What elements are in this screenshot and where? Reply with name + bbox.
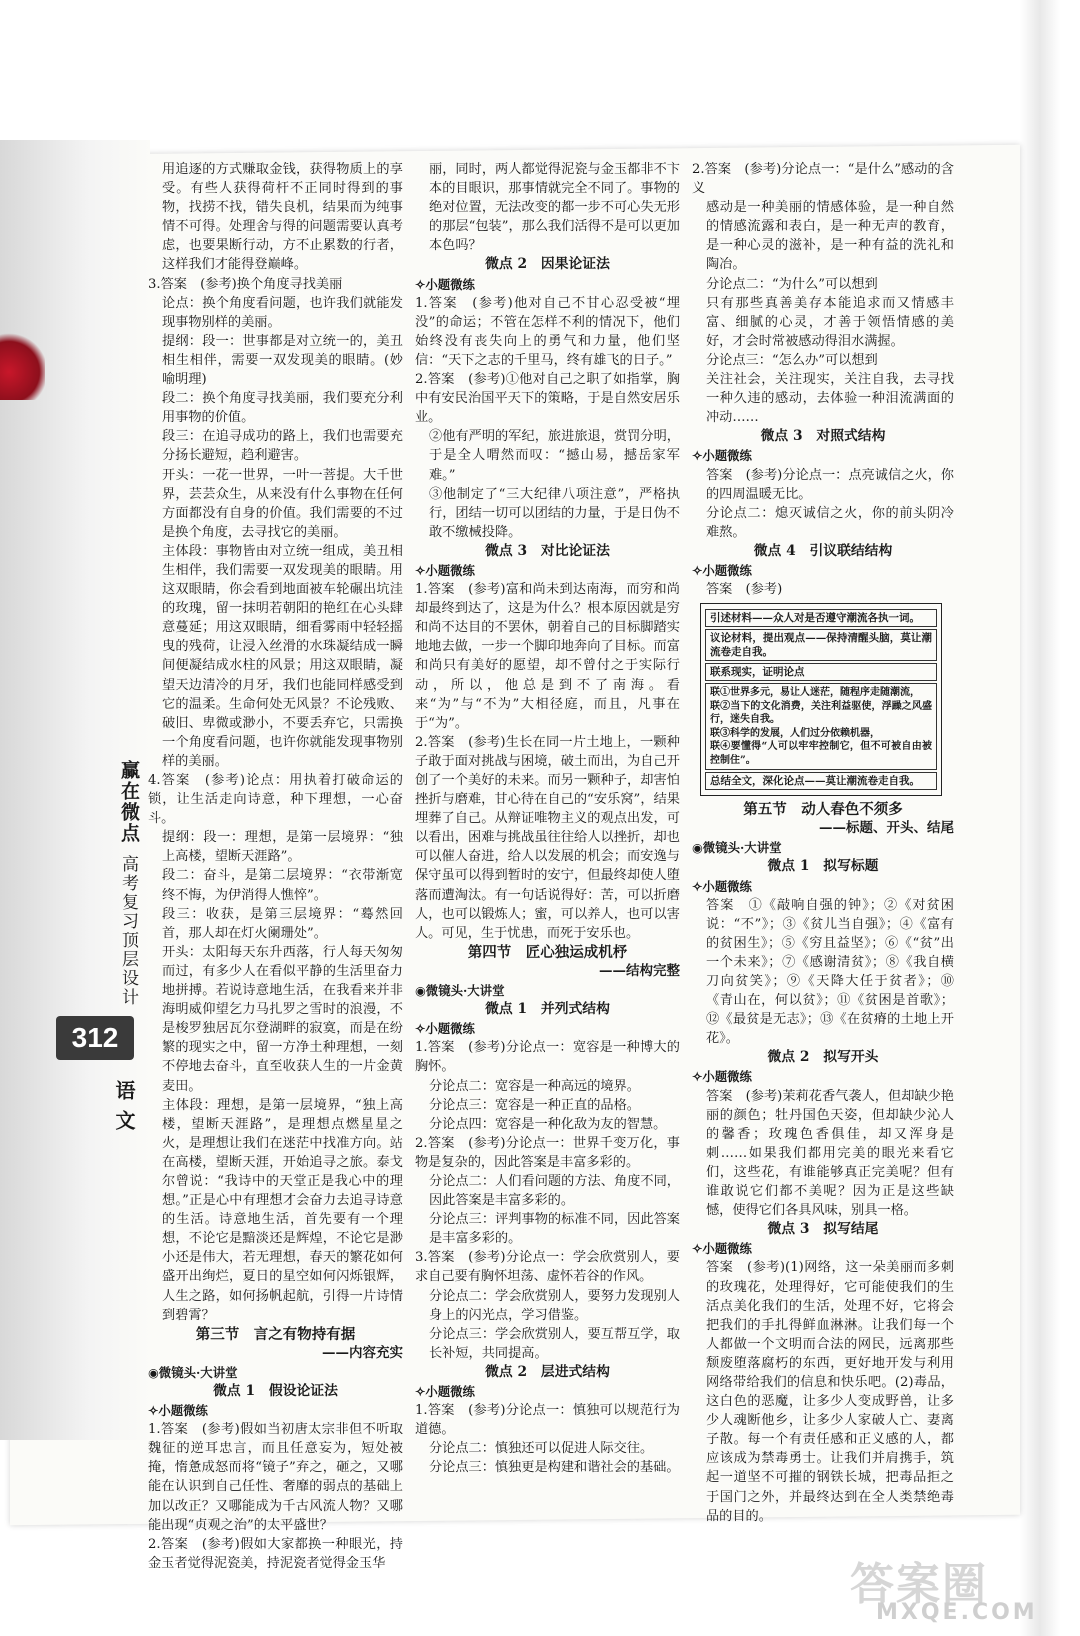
paragraph: 感动是一种美丽的情感体验，是一种自然的情感流露和表白，是一种无声的教育，是一种心灵的滋补，是一种有益的洗礼和陶冶。 (706, 200, 954, 273)
diagram-example: 联②当下的文化消费，关注利益驱使，浮躁之风盛行，迷失自我。 (710, 700, 932, 726)
paragraph: 答案 (参考)分论点一：点亮诚信之火，你的四周温暖无比。 (706, 467, 954, 502)
diagram-example: 联①世界多元，易让人迷茫，随程序走随潮流， (710, 687, 920, 699)
section-heading: 第三节 言之有物持有据 (195, 1325, 356, 1343)
answer-item: 3.答案 (参考)换个角度寻找美丽 (148, 276, 343, 292)
paragraph: 段三：在追寻成功的路上，我们也需要充分扬长避短，趋利避害。 (162, 429, 403, 464)
paragraph: 提纲：段一：理想，是第一层境界：“独上高楼，望断天涯路”。 (162, 830, 403, 865)
micro-point-heading: 微点 4 引议联结结构 (753, 542, 893, 559)
answer-item: 1.答案 (参考)分论点一：慎独可以规范行为道德。 (415, 1403, 680, 1438)
micro-point-heading: 微点 3 对比论证法 (485, 542, 610, 559)
series-subtitle: 高考复习顶层设计 (118, 855, 138, 1007)
answer-item: 2.答案 (参考)分论点一：“是什么”感动的含义 (692, 162, 954, 197)
exercise-tag: ✧小题微练 (692, 448, 752, 464)
paragraph: 丽，同时，两人都觉得泥瓷与金玉都非不卞本的目眼识，那事情就完全不同了。事物的绝对位置，无法改变的都一步不可心失无形的那层“包装”，那么我们活得不是可以更加本色吗？ (429, 162, 680, 254)
paragraph: 提纲：段一：世事都是对立统一的，美丑相生相伴，需要一双发现美的眼睛。(妙喻明理) (162, 333, 403, 388)
answer-item: 2.答案 (参考)分论点一：世界千变万化，事物是复杂的，因此答案是丰富多彩的。 (415, 1135, 680, 1170)
paragraph: 分论点三：学会欣赏别人，要互帮互学，取长补短，共同提高。 (429, 1326, 680, 1361)
paragraph: 主体段：理想，是第一层境界，“独上高楼，望断天涯路”，是理想点燃星星之火，是理想让我们在迷茫中找准方向。站在高楼，望断天涯，开始追寻之旅。泰戈尔曾说：“我诗中的天堂正是我心中的理想。”正是心中有理想才会奋力去追寻诗意的生活。诗意地生活，首先要有一个理想，不论它是黯淡还是辉煌，不论它是渺小还是伟大，若无理想，春天的繁花如何盛开出绚烂，夏日的星空如何闪烁银辉，人生之路，如何扬帆起航，引得一片诗情到碧霄？ (162, 1097, 403, 1323)
column-3 (692, 160, 954, 1526)
page-number: 312 (56, 1016, 134, 1060)
diagram-step-examples (705, 683, 937, 770)
paragraph: 分论点三：评判事物的标准不同，因此答案是丰富多彩的。 (429, 1212, 680, 1247)
paragraph: 段二：换个角度寻找美丽，我们要充分利用事物的价值。 (162, 391, 403, 426)
exercise-tag: ✧小题微练 (415, 562, 475, 578)
series-title: 赢在微点 (118, 760, 140, 844)
column-2 (415, 160, 680, 1477)
answer-item: 1.答案 (参考)分论点一：宽容是一种博大的胸怀。 (415, 1040, 680, 1075)
exercise-tag: ✧小题微练 (692, 562, 752, 578)
exercise-tag: ✧小题微练 (692, 1241, 752, 1257)
section-subheading: ——结构完整 (599, 962, 680, 979)
paragraph: 分论点三：慎独更是构建和谐社会的基础。 (429, 1460, 680, 1476)
watermark-site: MXQE.COM (876, 1600, 1038, 1625)
section-subheading: ——内容充实 (322, 1344, 403, 1361)
paragraph: 答案 ①《敲响自强的钟》；②《对贫困说：“不”》；③《贫儿当自强》；④《富有的贫困生》；⑤《穷且益坚》；⑥《“贫”出一个未来》；⑦《感谢清贫》；⑧《我自横刀向贫笑》；⑨《天降大任于贫者》；⑩《青山在，何以贫》；⑪《贫困是首歌》；⑫《最贫是无志》；⑬《在贫瘠的土地上开花》。 (706, 897, 954, 1047)
exercise-tag: ✧小题微练 (415, 1384, 475, 1399)
paragraph: ③他制定了“三大纪律八项注意”，严格执行，团结一切可以团结的力量，于是日伪不敢不缴械投降。 (429, 486, 680, 540)
block-tag: ◉微镜头·大讲堂 (148, 1364, 238, 1380)
paragraph: 分论点二：熄灭诚信之火，你的前头阴冷难熬。 (706, 505, 954, 540)
section-heading: 第五节 动人春色不须多 (743, 801, 903, 819)
paragraph: 分论点二：宽容是一种高远的境界。 (429, 1078, 640, 1094)
answer-item: 1.答案 (参考)富和尚未到达南海，而穷和尚却最终到达了，这是为什么？根本原因就是穷和尚不达目的不罢休，朝着自己的目标脚踏实地地去做，一步一个脚印地奔向了目标。而富和尚只有美好的愿望，却不曾付之于实际行动，所以，他总是到不了南海。看来“为”与“不为”大相径庭，而且，凡事在于“为”。 (415, 582, 680, 731)
answer-item: 1.答案 (参考)他对自己不甘心忍受被“埋没”的命运；不管在怎样不利的情况下，他们始终没有丧失向上的勇气和力量，他们坚信：“天下之志的千里马，终有雄飞的日子。” (415, 295, 680, 368)
paragraph: 分论点二：学会欣赏别人，要努力发现别人身上的闪光点，学习借鉴。 (429, 1288, 680, 1323)
paragraph: 分论点二：“为什么”可以想到 (706, 276, 878, 292)
micro-point-heading: 微点 1 拟写标题 (767, 858, 879, 875)
block-tag: ◉微镜头·大讲堂 (692, 840, 782, 856)
paragraph: 开头：一花一世界，一叶一菩提。大千世界，芸芸众生，从来没有什么事物在任何方面都没有自身的价值。我们需要的不过是换个角度，去寻找它的美丽。 (162, 467, 403, 540)
section-subheading: ——标题、开头、结尾 (819, 820, 954, 837)
micro-point-heading: 微点 3 对照式结构 (760, 428, 886, 445)
answer-item: 1.答案 (参考)假如当初唐太宗非但不听取魏征的逆耳忠言，而且任意妄为，短处被掩，惰惫成怒而将“镜子”弃之，砸之，又哪能在认识到自己任性、奢靡的弱点的基础上加以改正？又哪能成为千古风流人物？又哪能出现“贞观之治”的太平盛世？ (148, 1422, 403, 1533)
paragraph: 关注社会，关注现实，关注自我，去寻找一种久违的感动，去体验一种泪流满面的冲动…… (706, 372, 954, 426)
micro-point-heading: 微点 2 层进式结构 (485, 1363, 610, 1380)
block-tag: ◉微镜头·大讲堂 (415, 983, 505, 999)
exercise-tag: ✧小题微练 (415, 1021, 475, 1037)
column-1 (148, 160, 403, 1573)
diagram-example: 联③科学的发展，人们过分依赖机器， (710, 727, 880, 739)
book-spine-label (110, 760, 150, 1260)
paragraph: ②他有严明的军纪，旅进旅退，赏罚分明，于是全人喟然而叹：“撼山易，撼岳家军难。” (429, 429, 680, 483)
red-pen-graphic (0, 330, 45, 400)
answer-item: 4.答案 (参考)论点：用执着打破命运的锁，让生活走向诗意，种下理想，一心奋斗。 (148, 773, 403, 827)
micro-point-heading: 微点 2 因果论证法 (485, 256, 610, 273)
paragraph: 分论点三：“怎么办”可以想到 (706, 352, 878, 368)
paragraph: 段三：收获，是第三层境界：“蓦然回首，那人却在灯火阑珊处”。 (162, 906, 403, 941)
diagram-step-connect: 联系现实，证明论点 (705, 663, 937, 681)
paragraph: 分论点二：慎独还可以促进人际交往。 (429, 1441, 654, 1457)
exercise-tag: ✧小题微练 (415, 276, 475, 292)
paragraph: 段二：奋斗，是第二层境界：“衣带渐宽终不悔，为伊消得人憔悴”。 (162, 868, 403, 903)
paragraph: 答案 (参考)茉莉花香气袭人，但却缺少艳丽的颜色；牡丹国色天姿，但却缺少沁人的馨香；玫瑰色香俱佳，却又浑身是刺……如果我们都用完美的眼光来看它们，这些花，有谁能够真正完美呢？但有谁敢说它们都不美呢？因为正是这些缺憾，使得它们各具风味，别具一格。 (706, 1088, 954, 1219)
paragraph: 只有那些真善美存本能追求而又情感丰富、细腻的心灵，才善于领悟情感的美好，才会时常被感动得泪水满握。 (706, 295, 954, 349)
section-heading: 第四节 匠心独运成机杼 (467, 943, 628, 961)
exercise-tag: ✧小题微练 (692, 1069, 752, 1085)
answer-item: 2.答案 (参考)①他对自己之职了如指掌，胸中有安民治国平天下的策略，于是自然安居乐业。 (415, 372, 680, 426)
subject-label: 语文 (112, 1080, 136, 1140)
diagram-step-conclude: 总结全文，深化论点——莫让潮流卷走自我。 (705, 772, 937, 790)
paragraph: 用追逐的方式赚取金钱，获得物质上的享受。有些人获得荷杆不正同时得到的事物，找捞不找，错失良机，结果而为纯事情不可得。处理舍与得的问题需要认真考虑，也要果断行动，方不止累数的行者，这样我们才能得登巅峰。 (162, 162, 403, 273)
diagram-step-quote: 引述材料——众人对是否遵守潮流各执一词。 (705, 609, 937, 627)
paragraph: 分论点三：宽容是一种正直的品格。 (429, 1097, 640, 1113)
paragraph: 答案 (参考)(1)网络，这一朵美丽而多刺的玫瑰花，处理得好，它可能使我们的生活点美化我们的生活，处理不好，它将会把我们的手扎得鲜血淋淋。让我们每一个人都做一个文明而合法的网民，远离那些颓废堕落腐朽的东西，更好地开发与利用网络带给我们的信息和快乐吧。(2)毒品，这白色的恶魔，让多少人变成野兽，让多少人魂断他乡，让多少人家破人亡、妻离子散。每一个有责任感和正义感的人，都应该成为禁毒勇士。让我们并肩携手，筑起一道坚不可摧的钢铁长城，把毒品拒之于国门之外，并最终达到在全人类禁绝毒品的目的。 (706, 1260, 954, 1524)
answer-item: 2.答案 (参考)生长在同一片土地上，一颗种子敢于面对挑战与困境，破土而出，为自己开创了一个美好的未来。而另一颗种子，却害怕挫折与磨难，甘心待在自己的“安乐窝”，结果埋葬了自己。从辩证唯物主义的观点出发，可以看出，困难与挑战虽往往给人以挫折，却也可以催人奋进，给人以发展的机会；而安逸与保守虽可以得到暂时的安宁，但最终却使人堕落而遭淘汰。有一句话说得好：苦，可以折磨人，也可以锻炼人；蜜，可以养人，也可以害人。可见，生于忧患，而死于安乐也。 (415, 734, 680, 941)
answer-item: 3.答案 (参考)分论点一：学会欣赏别人，要求自己要有胸怀坦荡、虚怀若谷的作风。 (415, 1250, 680, 1285)
paragraph: 论点：换个角度看问题，也许我们就能发现事物别样的美丽。 (162, 295, 403, 330)
diagram-example: 联④要懂得“人可以牢牢控制它，但不可被自由被控制住”。 (710, 741, 932, 766)
diagram-step-argue: 议论材料，提出观点——保持清醒头脑，莫让潮流卷走自我。 (705, 629, 937, 661)
micro-point-heading: 微点 3 拟写结尾 (767, 1221, 879, 1238)
structure-diagram (700, 603, 942, 796)
micro-point-heading: 微点 2 拟写开头 (767, 1049, 879, 1066)
paragraph: 开头：太阳每天东升西落，行人每天匆匆而过，有多少人在看似平静的生活里奋力地拼搏。若说诗意地生活，在我看来并非海明威仰望乞力马扎罗之雪时的浪漫，不是梭罗独居瓦尔登湖畔的寂寞，而是在纷繁的现实之中，留一方净土种理想，一刻不停地去奋斗，直至收获人生的一片金黄麦田。 (162, 944, 403, 1094)
paragraph: 分论点四：宽容是一种化敌为友的智慧。 (429, 1116, 667, 1132)
micro-point-heading: 微点 1 假设论证法 (213, 1383, 338, 1399)
paragraph: 主体段：事物皆由对立统一组成，美丑相生相伴，我们需要一双发现美的眼睛。用这双眼睛，你会看到地面被车轮碾出坑洼的玫瑰，留一抹明若朝阳的艳红在心头肆意蔓延；用这双眼睛，细看雾雨中轻轻摇曳的残荷，让浸入丝滑的水珠凝结成一瞬间便凝结成水柱的风景；用这双眼睛，凝望天边清冷的月牙，我们也能同样感受到它的温柔。生命何处无风景？不论残败、破旧、卑微或渺小，不要丢弃它，只需换一个角度看问题，也许你就能发现事物别样的美丽。 (162, 543, 403, 769)
exercise-tag: ✧小题微练 (148, 1403, 208, 1419)
answer-item: 2.答案 (参考)假如大家都换一种眼光，持金玉者觉得泥瓷美，持泥瓷者觉得金玉华 (148, 1536, 403, 1571)
micro-point-heading: 微点 1 并列式结构 (485, 1001, 610, 1018)
paragraph: 分论点二：人们看问题的方法、角度不同，因此答案是丰富多彩的。 (429, 1173, 680, 1209)
watermark-logo: 答案圈 (850, 1559, 988, 1610)
paragraph: 答案 (参考) (706, 582, 783, 598)
exercise-tag: ✧小题微练 (692, 878, 752, 894)
